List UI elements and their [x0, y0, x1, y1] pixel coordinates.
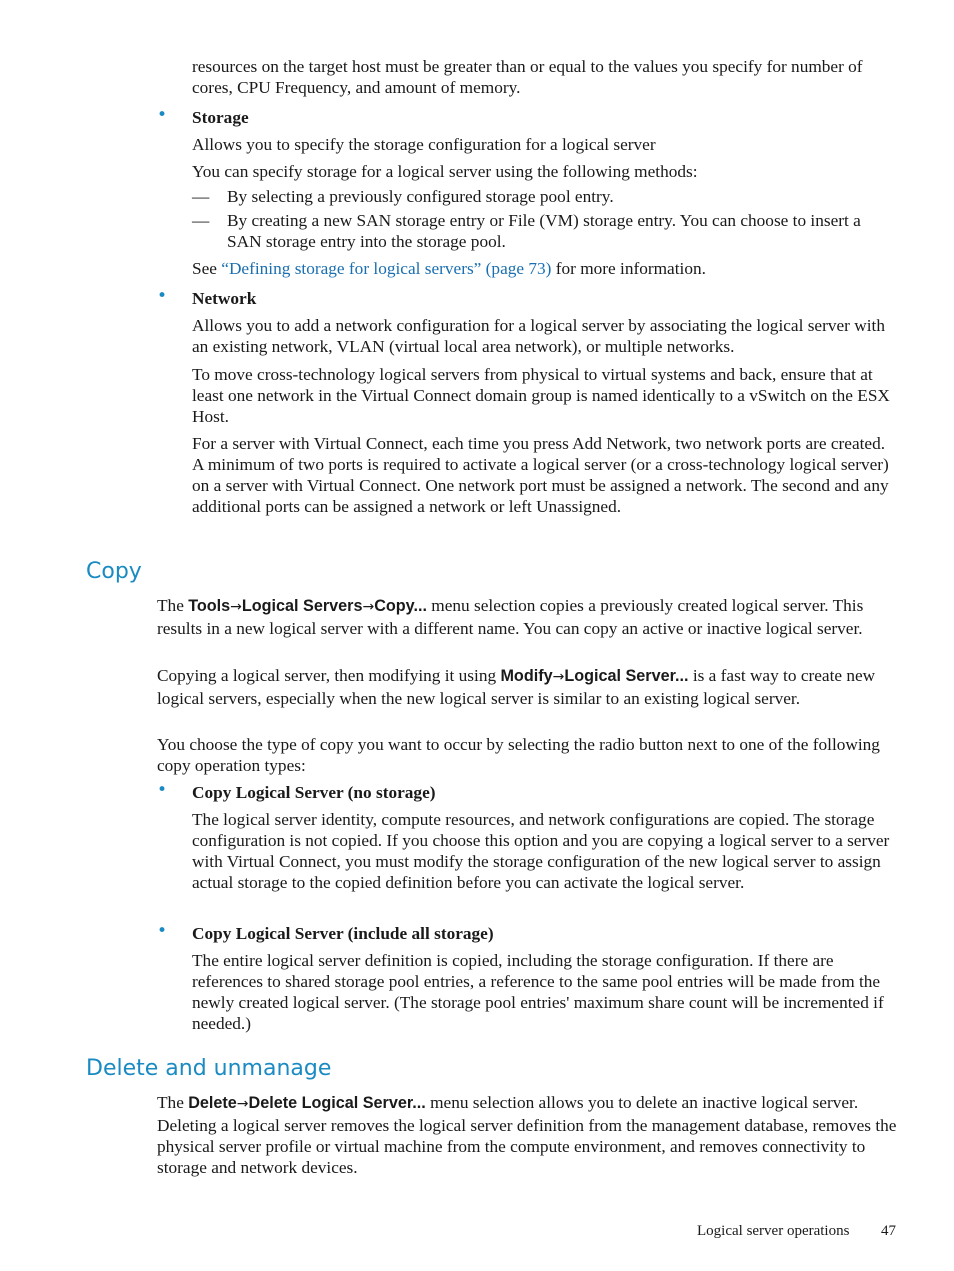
menu-delete: Delete — [188, 1094, 237, 1112]
copy-option-all-storage-label: Copy Logical Server (include all storage) — [192, 924, 494, 943]
storage-methods-intro: You can specify storage for a logical server using the following methods: — [192, 162, 698, 181]
bullet-icon: • — [157, 921, 168, 941]
network-label: Network — [192, 289, 257, 308]
copy-intro-paragraph — [157, 595, 899, 639]
storage-method-1-text: By selecting a previously configured storage pool entry. — [227, 187, 614, 206]
menu-logical-server: Logical Server... — [564, 667, 689, 685]
delete-heading: Delete and unmanage — [86, 1056, 332, 1081]
menu-modify: Modify — [500, 667, 553, 685]
dash-marker: — — [192, 187, 210, 206]
copy-heading: Copy — [86, 559, 142, 584]
copy-option-all-storage-text: The entire logical server definition is copied, including the storage configuration. If there are references to shared storage pool entries, a reference to the same pool entries will be made from the newly created logical server. (The storage pool entries' maximum share count will be incremented if needed.) — [192, 951, 884, 1033]
copy-type-paragraph: You choose the type of copy you want to occur by selecting the radio button next to one of the following copy operation types: — [157, 735, 880, 775]
copy-option-no-storage-text: The logical server identity, compute resources, and network configurations are copied. The storage configuration is not copied. If you choose this option and you are copying a logical server to a server with Virtual Connect, you must modify the storage configuration of the new logical server to assign actual storage to the copied definition before you can activate the logical server. — [192, 810, 890, 892]
copy-modify-rest: is a fast way to create new logical servers, especially when the new logical server is similar to an existing logical server. — [157, 666, 876, 708]
bullet-icon: • — [157, 780, 168, 800]
bullet-icon: • — [157, 105, 168, 125]
storage-description: Allows you to specify the storage configuration for a logical server — [192, 135, 656, 154]
network-cross-technology-note: To move cross-technology logical servers from physical to virtual systems and back, ensure that at least one network in the Virtual Connect domain group is named identically to a vSwitch on the ESX Host. — [192, 365, 890, 426]
menu-logical-servers: Logical Servers — [241, 597, 363, 615]
menu-arrow-icon: → — [362, 599, 375, 615]
copy-option-no-storage-label: Copy Logical Server (no storage) — [192, 783, 436, 802]
menu-delete-logical-server: Delete Logical Server... — [248, 1094, 426, 1112]
delete-paragraph-rest: menu selection allows you to delete an inactive logical server. Deleting a logical server removes the logical server definition from the management database, removes the physical server profile or virtual machine from the compute environment, and removes connectivity to storage and network devices. — [157, 1093, 897, 1177]
bullet-icon: • — [157, 286, 168, 306]
storage-see-also — [192, 258, 898, 279]
copy-modify-prefix: Copying a logical server, then modifying it using — [157, 666, 501, 685]
footer-page-number: 47 — [881, 1223, 896, 1239]
see-prefix: See — [192, 259, 222, 278]
text-the: The — [157, 1093, 189, 1112]
intro-continued-paragraph: resources on the target host must be greater than or equal to the values you specify for number of cores, CPU Frequency, and amount of memory. — [192, 57, 863, 97]
menu-arrow-icon: → — [236, 1096, 249, 1112]
see-suffix: for more information. — [551, 259, 706, 278]
dash-marker: — — [192, 211, 210, 230]
menu-copy: Copy... — [374, 597, 427, 615]
defining-storage-link[interactable]: “Defining storage for logical servers” (page 73) — [221, 259, 552, 278]
text-the: The — [157, 596, 189, 615]
network-description: Allows you to add a network configuration for a logical server by associating the logical server with an existing network, VLAN (virtual local area network), or multiple networks. — [192, 316, 885, 356]
menu-arrow-icon: → — [230, 599, 242, 615]
copy-intro-rest: menu selection copies a previously created logical server. This results in a new logical server with a different name. You can copy an active or inactive logical server. — [157, 596, 864, 638]
menu-tools: Tools — [188, 597, 231, 615]
delete-paragraph — [157, 1092, 899, 1178]
storage-label: Storage — [192, 108, 249, 127]
footer-section-title: Logical server operations — [697, 1223, 850, 1239]
storage-method-2-text: By creating a new SAN storage entry or File (VM) storage entry. You can choose to insert a SAN storage entry into the storage pool. — [227, 211, 861, 251]
copy-modify-paragraph — [157, 665, 899, 709]
menu-arrow-icon: → — [552, 669, 565, 685]
network-virtual-connect-note: For a server with Virtual Connect, each time you press Add Network, two network ports are created. A minimum of two ports is required to activate a logical server (or a cross-technology logical server) on a server with Virtual Connect. One network port must be assigned a network. The second and any additional ports can be assigned a network or left Unassigned. — [192, 434, 889, 516]
